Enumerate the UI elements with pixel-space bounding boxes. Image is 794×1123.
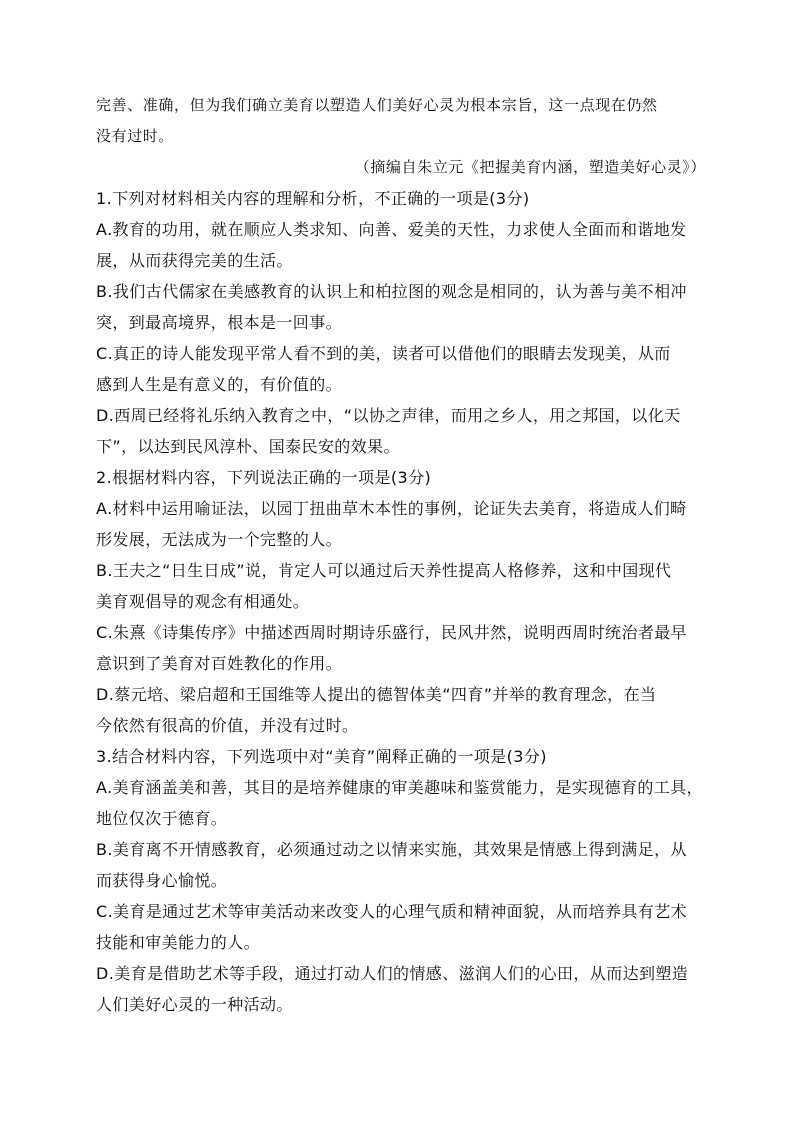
option-line: B.王夫之“日生日成”说，肯定人可以通过后天养性提高人格修养，这和中国现代	[96, 561, 672, 580]
question-stem: 1.下列对材料相关内容的理解和分析，不正确的一项是(3分)	[96, 189, 530, 208]
question-stem: 3.结合材料内容，下列选项中对“美育”阐释正确的一项是(3分)	[96, 747, 547, 766]
option-line: 突，到最高境界，根本是一回事。	[96, 313, 343, 332]
option-line: 展，从而获得完美的生活。	[96, 251, 293, 270]
option-b	[96, 555, 706, 617]
option-line: A.材料中运用喻证法，以园丁扭曲草木本性的事例，论证失去美育，将造成人们畸	[96, 499, 687, 518]
option-line: 下”，以达到民风淳朴、国泰民安的效果。	[96, 437, 400, 456]
option-line: A.教育的功用，就在顺应人类求知、向善、爱美的天性，力求使人全面而和谐地发	[96, 220, 687, 239]
question-1	[96, 183, 706, 462]
source-citation: （摘编自朱立元《把握美育内涵，塑造美好心灵》）	[354, 158, 706, 176]
option-line: C.美育是通过艺术等审美活动来改变人的心理气质和精神面貌，从而培养具有艺术	[96, 902, 688, 921]
option-line: D.蔡元培、梁启超和王国维等人提出的德智体美“四育”并举的教育理念，在当	[96, 685, 657, 704]
option-line: C.朱熹《诗集传序》中描述西周时期诗乐盛行，民风井然，说明西周时统治者最早	[96, 623, 688, 642]
option-line: D.美育是借助艺术等手段，通过打动人们的情感、滋润人们的心田，从而达到塑造	[96, 964, 689, 983]
option-line: 地位仅次于德育。	[96, 809, 228, 828]
passage-line: 没有过时。	[96, 127, 175, 145]
option-b	[96, 834, 706, 896]
option-line: 感到人生是有意义的，有价值的。	[96, 375, 343, 394]
option-line: B.美育离不开情感教育，必须通过动之以情来实施，其效果是情感上得到满足，从	[96, 840, 687, 859]
option-line: 技能和审美能力的人。	[96, 933, 261, 952]
option-a	[96, 493, 706, 555]
option-line: B.我们古代儒家在美感教育的认识上和柏拉图的观念是相同的，认为善与美不相冲	[96, 282, 687, 301]
option-c	[96, 896, 706, 958]
option-line: 人们美好心灵的一种活动。	[96, 995, 293, 1014]
option-line: D.西周已经将礼乐纳入教育之中，“以协之声律，而用之乡人，用之邦国，以化天	[96, 406, 681, 425]
option-line: C.真正的诗人能发现平常人看不到的美，读者可以借他们的眼睛去发现美，从而	[96, 344, 671, 363]
option-b	[96, 276, 706, 338]
option-line: A.美育涵盖美和善，其目的是培养健康的审美趣味和鉴赏能力，是实现德育的工具，	[96, 778, 703, 797]
question-2	[96, 462, 706, 741]
passage-ending	[96, 90, 706, 183]
option-a	[96, 772, 706, 834]
option-d	[96, 400, 706, 462]
passage-line: 完善、准确，但为我们确立美育以塑造人们美好心灵为根本宗旨，这一点现在仍然	[96, 96, 658, 114]
option-d	[96, 958, 706, 1020]
option-a	[96, 214, 706, 276]
question-stem: 2.根据材料内容，下列说法正确的一项是(3分)	[96, 468, 432, 487]
option-c	[96, 617, 706, 679]
exam-page	[96, 90, 706, 1020]
option-line: 意识到了美育对百姓教化的作用。	[96, 654, 343, 673]
option-line: 而获得身心愉悦。	[96, 871, 228, 890]
option-c	[96, 338, 706, 400]
option-line: 形发展，无法成为一个完整的人。	[96, 530, 343, 549]
question-3	[96, 741, 706, 1020]
option-d	[96, 679, 706, 741]
option-line: 美育观倡导的观念有相通处。	[96, 592, 310, 611]
option-line: 今依然有很高的价值，并没有过时。	[96, 716, 359, 735]
